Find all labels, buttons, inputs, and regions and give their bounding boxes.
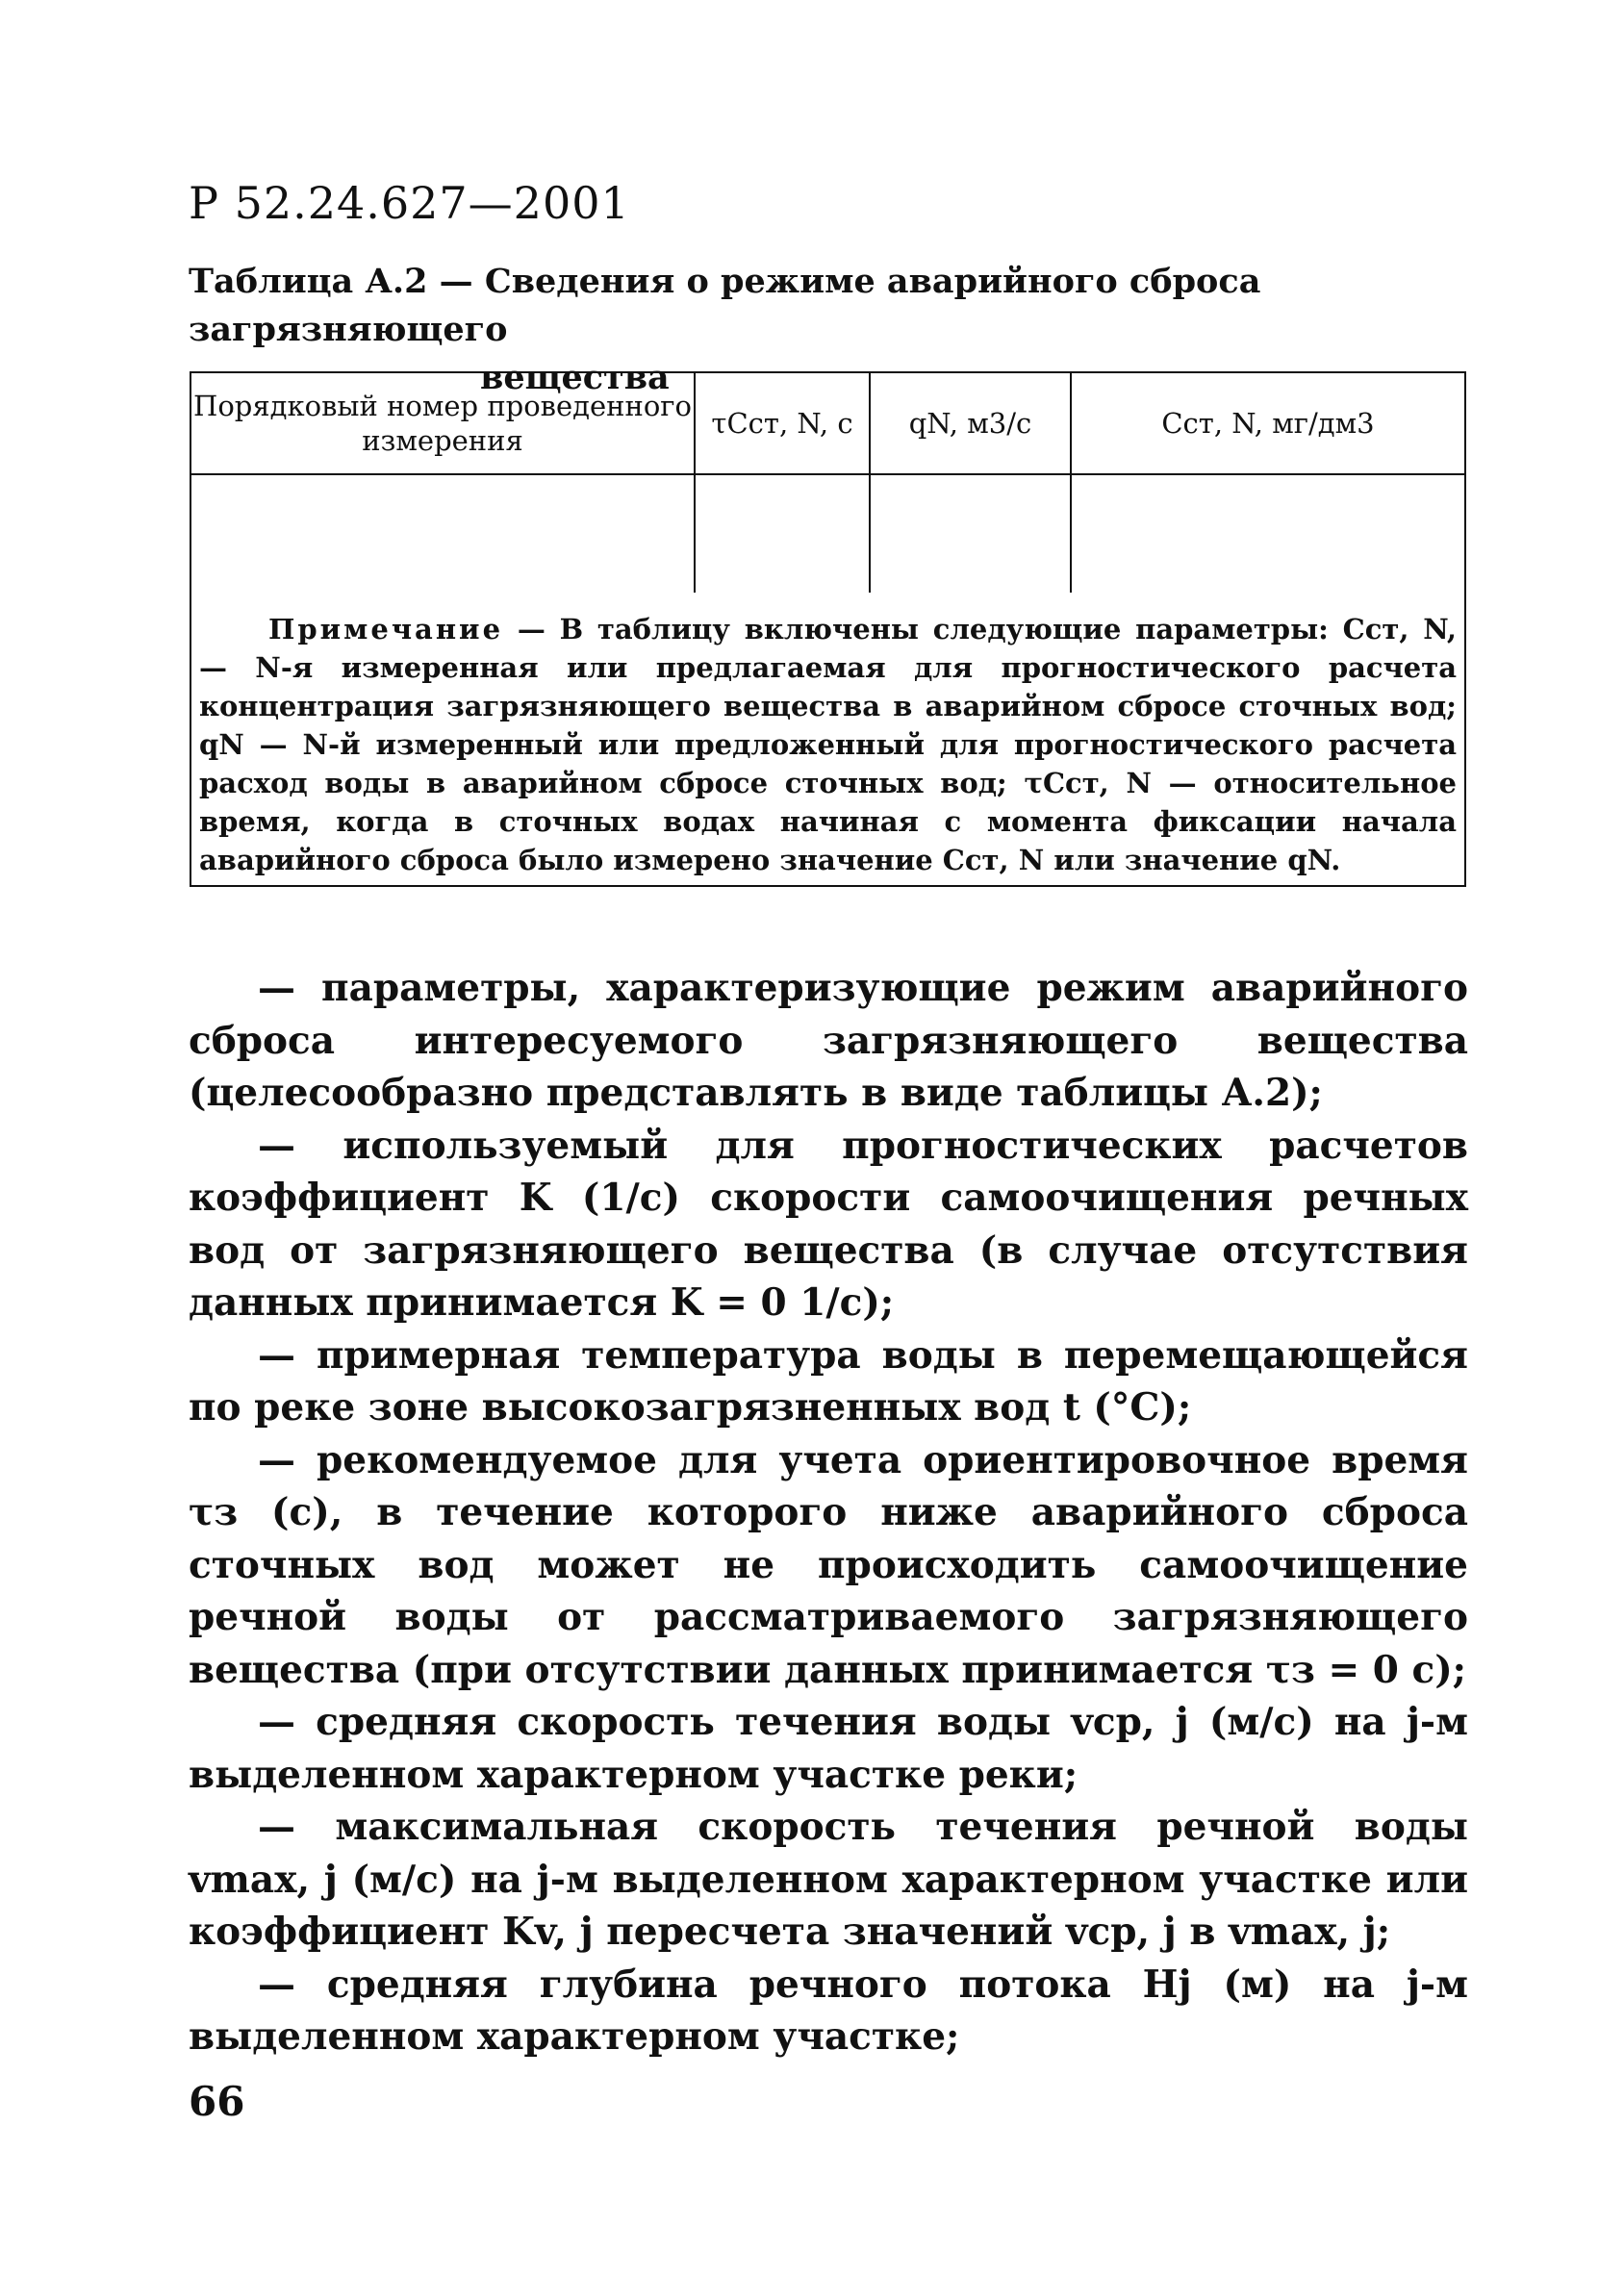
table-caption-line1: Таблица А.2 — Сведения о режиме аварийного сброса загрязняющего [189,262,1261,349]
column-header-discharge: qN, м3/с [870,372,1071,474]
paragraph: — максимальная скорость течения речной воды vmax, j (м/с) на j-м выделенном характерном участке или коэффициент Kv, j пересчета значений vср, j в vmax, j; [189,1805,1468,1954]
column-header-measurement-number: Порядковый номер проведенного измерения [190,372,695,474]
table-cell [870,474,1071,593]
body-text [189,962,1468,2063]
table-cell [1071,474,1465,593]
paragraph: — рекомендуемое для учета ориентировочное время τз (с), в течение которого ниже аварийного сброса сточных вод может не происходить самоочищение речной воды от рассматриваемого загрязняющего вещества (при отсутствии данных принимается τз = 0 с); [189,1437,1468,1692]
paragraph: — средняя глубина речного потока Hj (м) на j-м выделенном характерном участке; [189,1962,1468,2059]
table-caption-line2: вещества [480,358,670,397]
paragraph: — используемый для прогностических расчетов коэффициент K (1/с) скорости самоочищения речных вод от загрязняющего вещества (в случае отсутствия данных принимается K = 0 1/с); [189,1123,1468,1325]
note-text: — В таблицу включены следующие параметры: Cст, N, — N-я измеренная или предлагаемая для прогностического расчета концентрация загрязняющего вещества в аварийном сбросе сточных вод; qN — N-й измеренный или предложенный для прогностического расчета расход воды в аварийном сбросе сточных вод; τCст, N — относительное время, когда в сточных водах начиная с момента фиксации начала аварийного сброса было измерено значение Cст, N или значение qN. [199,613,1457,876]
table-note [190,593,1465,886]
column-header-time: τCст, N, с [695,372,870,474]
paragraph: — примерная температура воды в перемещающейся по реке зоне высокозагрязненных вод t (°С); [189,1332,1468,1430]
document-code: Р 52.24.627—2001 [189,177,630,229]
emergency-discharge-table [190,371,1466,887]
table-row [190,474,1465,593]
table-cell [695,474,870,593]
table-cell [190,474,695,593]
column-header-concentration: Cст, N, мг/дм3 [1071,372,1465,474]
paragraph: — параметры, характеризующие режим аварийного сброса интересуемого загрязняющего вещества (целесообразно представлять в виде таблицы А.2); [189,966,1468,1115]
paragraph: — средняя скорость течения воды vср, j (м/с) на j-м выделенном характерном участке реки; [189,1700,1468,1797]
note-label: Примечание [268,613,504,645]
table-note-row [190,593,1465,886]
page-number: 66 [189,2078,245,2125]
table-header-row [190,372,1465,474]
